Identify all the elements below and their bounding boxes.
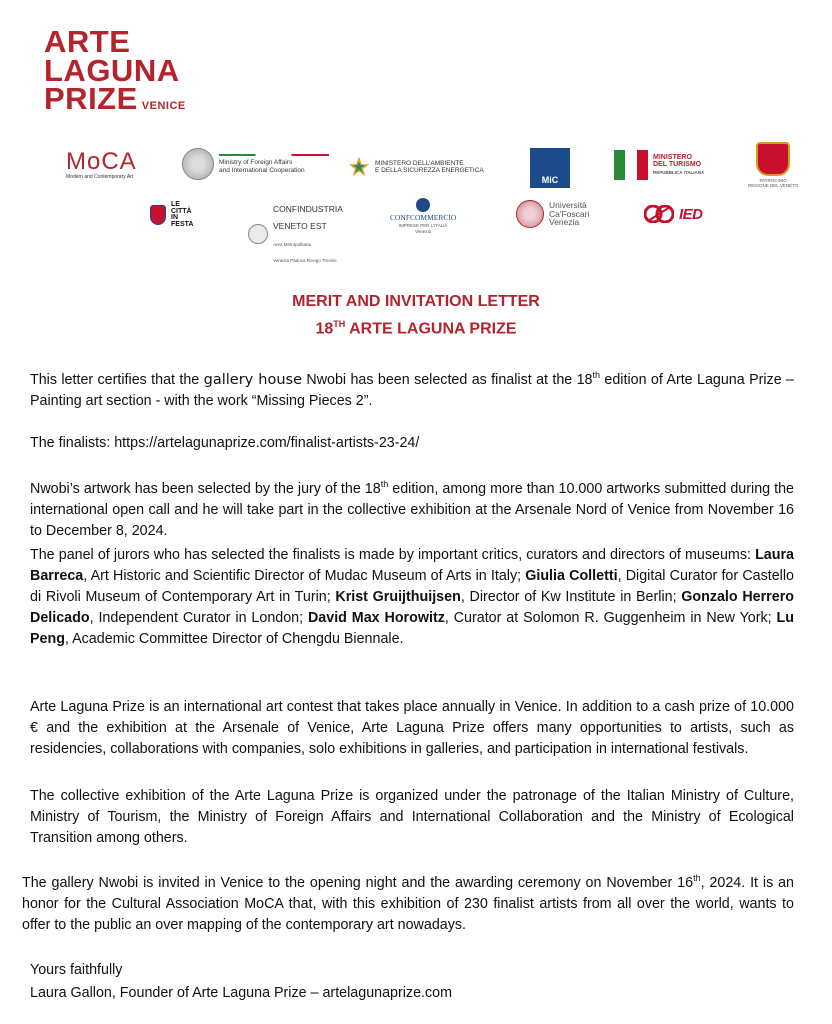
title-prize-name: ARTE LAGUNA PRIZE (345, 320, 517, 338)
p3-sup: th (380, 479, 389, 490)
p7-sup: th (693, 873, 701, 884)
moca-logo (66, 150, 137, 180)
juror-name-6: Lu Peng (30, 610, 794, 647)
italian-emblem-icon (182, 148, 214, 180)
foreign-affairs-line2: and International Cooperation (219, 166, 305, 174)
ministry-environment-line2: E DELLA SICUREZZA ENERGETICA (375, 167, 484, 174)
paragraph-selection (30, 479, 794, 542)
veneto-logo (748, 142, 798, 188)
confindustria-line3: Area Metropolitana (273, 241, 312, 247)
paragraph-patronage: The collective exhibition of the Arte Laguna Prize is organized under the patronage of the Italian Ministry of Culture, Ministry of Tourism, the Ministry of Foreign Affairs and International Collaboration and the Ministry of Ecological Transition among others. (30, 788, 794, 846)
p3-text-b: edition, among more than 10.000 artworks submitted during the international open call and he will take part in the collective exhibition at the Arsenale Nord of Venice from November 16 to December 8, 2024. (30, 481, 794, 539)
p1-text-c: edition of Arte Laguna Prize – Painting art section - with the work “Missing Pieces 2”. (30, 372, 794, 409)
ca-foscari-logo (516, 200, 589, 228)
ca-foscari-line3: Venezia (549, 217, 580, 228)
arte-laguna-logo (44, 24, 186, 117)
p7-text-a: The gallery Nwobi is invited in Venice to the opening night and the awarding ceremony on November 16 (22, 875, 694, 891)
citta-line1: LE (171, 201, 180, 208)
logo-prize-word: PRIZE (44, 81, 138, 117)
title-edition-suffix: TH (333, 319, 346, 329)
juror-name-3: Krist Gruijthuijsen (335, 589, 461, 605)
confcommercio-line3: Venezia (415, 229, 432, 235)
confindustria-emblem-icon (248, 224, 268, 244)
ca-foscari-line2: Ca'Foscari (549, 208, 590, 219)
citta-line4: FESTA (171, 220, 194, 228)
veneto-line2: REGIONE DEL VENETO (748, 183, 799, 189)
ministry-tourism-line3: REPUBBLICA ITALIANA (653, 169, 705, 175)
veneto-line1: PATROCINIO (759, 178, 787, 183)
foreign-affairs-logo (182, 148, 329, 180)
paragraph-invitation (22, 873, 794, 936)
veneto-lion-icon (756, 142, 790, 176)
confindustria-line1: CONFINDUSTRIA (273, 204, 343, 214)
juror-name-4: Gonzalo Herrero Delicado (30, 589, 794, 626)
citta-line2: CITTÀ (171, 207, 192, 215)
p1-text-b: Nwobi has been selected as finalist at the 18 (302, 372, 593, 388)
confindustria-line2: VENETO EST (273, 220, 327, 231)
p4-text-a: The panel of jurors who has selected the finalists is made by important critics, curators and directors of museums: (30, 547, 756, 563)
p4-text-c: , Digital Curator for Castello di Rivoli Museum of Contemporary Art in Turin; (30, 568, 794, 605)
ministry-environment-line1: MINISTERO DELL'AMBIENTE (375, 159, 464, 167)
ministry-tourism-text (653, 154, 704, 176)
p1-text-a: This letter certifies that the (30, 372, 204, 388)
ca-foscari-seal-icon (516, 200, 544, 228)
confcommercio-logo (390, 198, 456, 234)
moca-wordmark: MoCA (66, 148, 137, 175)
p4-text-f: , Curator at Solomon R. Guggenheim in New York; (444, 610, 777, 626)
p3-text-a: Nwobi’s artwork has been selected by the jury of the 18 (30, 481, 381, 497)
confindustria-line4: Venezia Padova Rovigo Treviso (273, 258, 337, 264)
citta-line3: IN (171, 214, 178, 222)
ministry-tourism-line2: DEL TURISMO (653, 161, 702, 169)
paragraph-prize-description: Arte Laguna Prize is an international art contest that takes place annually in Venice. In addition to a cash prize of 10.000 € and the exhibition at the Arsenale of Venice, Arte Laguna Prize offers many opportunities to artists, such as residencies, collaborations with companies, solo exhibitions in galleries, and participation in international festivals. (30, 699, 794, 757)
paragraph-finalists-link: The finalists: https://artelagunaprize.com/finalist-artists-23-24/ (30, 435, 420, 451)
closing-salutation: Yours faithfully (30, 962, 123, 978)
paragraph-certification (30, 370, 794, 412)
ied-mark-icon (644, 205, 674, 223)
citta-in-festa-text (171, 202, 193, 229)
p4-text-b: , Art Historic and Scientific Director of Mudac Museum of Arts in Italy; (83, 568, 526, 584)
ministry-environment-text (375, 160, 484, 175)
title-edition-number: 18 (315, 320, 334, 338)
moca-subtitle: Modern and Contemporary Art (66, 174, 134, 180)
p4-text-e: , Independent Curator in London; (89, 610, 308, 626)
foreign-affairs-line1: Ministry of Foreign Affairs (219, 159, 293, 167)
logo-line-laguna: LAGUNA (44, 52, 180, 88)
letter-title (0, 291, 832, 340)
crest-icon (150, 205, 166, 225)
star-icon (348, 156, 370, 178)
letter-title-line2 (0, 313, 832, 340)
confcommercio-emblem-icon (416, 198, 430, 212)
logo-line-arte: ARTE (44, 24, 131, 59)
p4-text-d: , Director of Kw Institute in Berlin; (460, 589, 682, 605)
ministry-environment-logo (348, 156, 484, 178)
p1-sup: th (592, 370, 601, 381)
foreign-affairs-text (219, 154, 329, 174)
ca-foscari-line1: Università (549, 199, 587, 210)
juror-name-2: Giulia Colletti (525, 568, 618, 584)
logo-line-prize (44, 81, 186, 117)
mic-mark: MiC (530, 148, 570, 188)
mic-logo (530, 148, 570, 188)
confcommercio-line1: CONFCOMMERCIO (390, 213, 457, 222)
italian-flag-icon (614, 150, 648, 180)
ied-logo (644, 205, 703, 223)
paragraph-jurors (30, 545, 794, 650)
logo-venice: VENICE (141, 100, 186, 113)
p4-text-g: , Academic Committee Director of Chengdu Biennale. (64, 631, 404, 647)
juror-name-1: Laura Barreca (30, 547, 794, 584)
letter-title-line1: MERIT AND INVITATION LETTER (292, 293, 540, 310)
juror-name-5: David Max Horowitz (307, 610, 445, 626)
veneto-text (748, 178, 798, 188)
ministry-tourism-line1: MINISTERO (653, 153, 692, 161)
tricolor-bar (219, 154, 329, 156)
confindustria-logo (248, 200, 343, 267)
confindustria-text (273, 200, 343, 267)
confcommercio-line2: IMPRESE PER L'ITALIA (398, 223, 448, 228)
citta-in-festa-logo (150, 202, 193, 229)
ied-label: IED (679, 205, 703, 223)
ca-foscari-text (549, 201, 589, 228)
ministry-tourism-logo (614, 150, 704, 180)
signature-line: Laura Gallon, Founder of Arte Laguna Prize – artelagunaprize.com (30, 985, 453, 1001)
p7-text-b: , 2024. It is an honor for the Cultural Association MoCA that, with this exhibition of 230 finalist artists from all over the world, wants to offer to the public an over mapping of the contemporary art nowadays. (22, 875, 795, 933)
p1-handwritten-insert: gallery house (203, 372, 302, 388)
